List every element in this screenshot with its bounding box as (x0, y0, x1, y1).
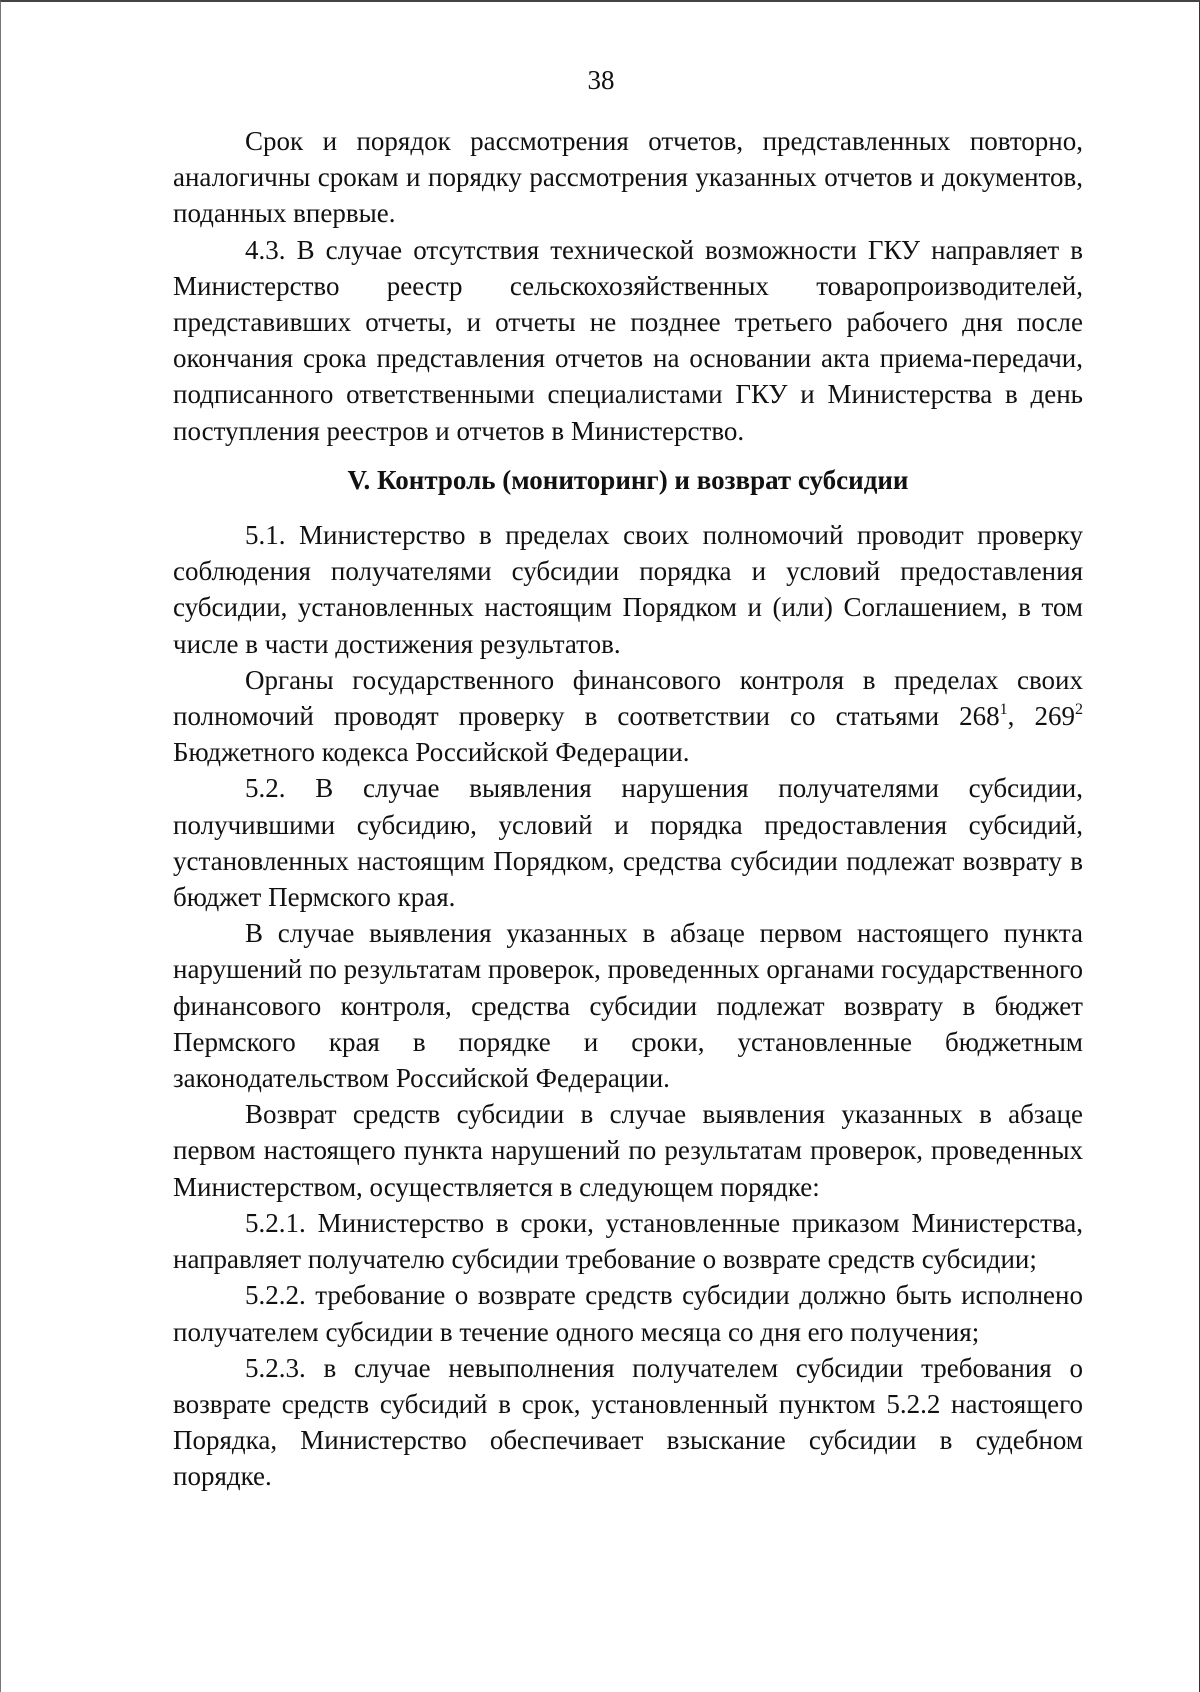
paragraph-return-order: Возврат средств субсидии в случае выявления указанных в абзаце первом настоящего пункта нарушений по результатам проверок, проведенных Министерством, осуществляется в следующем порядке: (173, 1099, 1083, 1202)
control-organs-text-after: Бюджетного кодекса Российской Федерации. (173, 737, 690, 768)
paragraph-5-1: 5.1. Министерство в пределах своих полномочий проводит проверку соблюдения получателями субсидии порядка и условий предоставления субсидии, установленных настоящим Порядком и (или) Соглашением, в том числе в части достижения результатов. (173, 520, 1083, 659)
paragraph-5-2-2: 5.2.2. требование о возврате средств субсидии должно быть исполнено получателем субсидии в течение одного месяца со дня его получения; (173, 1280, 1083, 1347)
document-body (173, 123, 1083, 1495)
control-organs-text-before: Органы государственного финансового контроля в пределах своих полномочий проводят проверку в соответствии со статьями 268 (173, 664, 1083, 732)
paragraph-5-2: 5.2. В случае выявления нарушения получателями субсидии, получившими субсидию, условий и порядка предоставления субсидий, установленных настоящим Порядком, средства субсидии подлежат возврату в бюджет Пермского края. (173, 773, 1083, 913)
paragraph-review-terms: Срок и порядок рассмотрения отчетов, представленных повторно, аналогичны срокам и порядку рассмотрения указанных отчетов и документов, поданных впервые. (173, 126, 1083, 229)
control-organs-text-between: , 269 (1007, 701, 1076, 732)
paragraph-control-organs (173, 662, 1083, 771)
paragraph-violations: В случае выявления указанных в абзаце первом настоящего пункта нарушений по результатам проверок, проведенных органами государственного финансового контроля, средства субсидии подлежат возврату в бюджет Пермского края в порядке и сроки, установленные бюджетным законодательством Российской Федерации. (173, 918, 1083, 1094)
page-number: 38 (587, 65, 615, 95)
section-heading: V. Контроль (мониторинг) и возврат субсидии (347, 464, 909, 495)
paragraph-5-2-1: 5.2.1. Министерство в сроки, установленные приказом Министерства, направляет получателю субсидии требование о возврате средств субсидии; (173, 1207, 1083, 1275)
footnote-sup-2: 2 (1075, 701, 1084, 719)
footnote-sup-1: 1 (999, 701, 1008, 719)
paragraph-4-3: 4.3. В случае отсутствия технической возможности ГКУ направляет в Министерство реестр сельскохозяйственных товаропроизводителей, представивших отчеты, и отчеты не позднее третьего рабочего дня после окончания срока представления отчетов на основании акта приема-передачи, подписанного ответственными специалистами ГКУ и Министерства в день поступления реестров и отчетов в Министерство. (173, 234, 1083, 446)
paragraph-5-2-3: 5.2.3. в случае невыполнения получателем субсидии требования о возврате средств субсидий в срок, установленный пунктом 5.2.2 настоящего Порядка, Министерство обеспечивает взыскание субсидии в судебном порядке. (173, 1352, 1083, 1492)
